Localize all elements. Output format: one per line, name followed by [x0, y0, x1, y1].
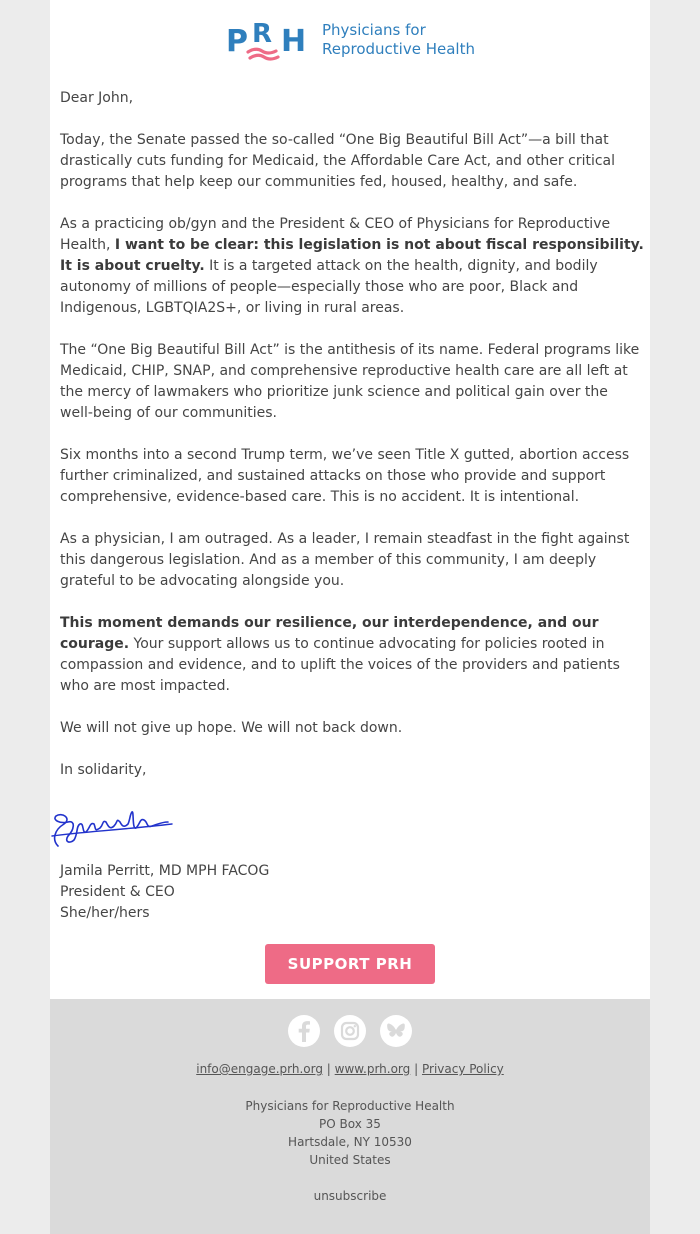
paragraph-6-rest: Your support allows us to continue advocating for policies rooted in compassion and evidence, and to uplift the voices of the providers and patients who are most impacted. — [60, 636, 620, 694]
greeting: Dear John, — [60, 90, 134, 106]
email-footer — [50, 999, 650, 1234]
paragraph-3: The “One Big Beautiful Bill Act” is the antithesis of its name. Federal programs like Medicaid, CHIP, SNAP, and comprehensive reproductive health care are all left at the mercy of lawmakers who prioritize junk science and political gain over the well-being of our communities. — [60, 342, 640, 421]
paragraph-2-emphasis: I want to be clear: this legislation is not about fiscal responsibility. It is about cruelty. — [60, 237, 644, 274]
footer-links — [50, 1061, 650, 1077]
logo-letter-p: P — [226, 24, 248, 59]
email-body — [50, 0, 650, 1234]
paragraph-4: Six months into a second Trump term, we’ve seen Title X gutted, abortion access further criminalized, and sustained attacks on those who provide and support comprehensive, evidence-based care. This is no accident. It is intentional. — [60, 447, 630, 505]
social-links — [50, 1015, 650, 1047]
paragraph-6 — [60, 613, 644, 697]
address-city: Hartsdale, NY 10530 — [288, 1135, 412, 1149]
logo-wave-bottom — [250, 55, 278, 59]
website-link[interactable]: www.prh.org — [334, 1062, 411, 1076]
privacy-policy-link[interactable]: Privacy Policy — [421, 1062, 504, 1076]
facebook-icon[interactable] — [288, 1015, 320, 1047]
link-separator: | — [414, 1062, 419, 1076]
instagram-icon[interactable] — [334, 1015, 366, 1047]
logo-wave-top — [248, 49, 276, 53]
signer-pronouns: She/her/hers — [60, 905, 150, 921]
closing: In solidarity, — [60, 762, 147, 778]
unsubscribe-link[interactable]: unsubscribe — [313, 1189, 387, 1203]
support-prh-button[interactable]: SUPPORT PRH — [265, 944, 435, 984]
logo-letter-r: R — [252, 20, 273, 49]
handwritten-signature — [50, 800, 174, 854]
paragraph-1: Today, the Senate passed the so-called “One Big Beautiful Bill Act”—a bill that drastically cuts funding for Medicaid, the Affordable Care Act, and other critical programs that help keep our communities fed, housed, healthy, and safe. — [60, 132, 616, 190]
logo-letter-h: H — [281, 24, 307, 59]
logo-name-line1: Physicians for — [322, 21, 426, 39]
link-separator: | — [326, 1062, 331, 1076]
address-country: United States — [309, 1153, 391, 1167]
paragraph-2 — [60, 214, 644, 319]
address-org: Physicians for Reproductive Health — [245, 1099, 455, 1113]
prh-logo-mark — [226, 20, 316, 64]
address-box: PO Box 35 — [319, 1117, 381, 1131]
paragraph-2-intro: As a practicing ob/gyn and the President & CEO of Physicians for Reproductive Health, — [60, 216, 611, 253]
email-link[interactable]: info@engage.prh.org — [196, 1062, 323, 1076]
signer-title: President & CEO — [60, 884, 175, 900]
prh-logo[interactable] — [226, 20, 486, 64]
paragraph-6-emphasis: This moment demands our resilience, our interdependence, and our courage. — [60, 615, 599, 652]
letter-body — [60, 88, 644, 802]
signature-block — [60, 861, 460, 924]
paragraph-7: We will not give up hope. We will not back down. — [60, 720, 403, 736]
logo-wordmark — [322, 21, 475, 59]
mailing-address — [50, 1097, 650, 1169]
signer-name: Jamila Perritt, MD MPH FACOG — [60, 863, 270, 879]
paragraph-2-rest: It is a targeted attack on the health, dignity, and bodily autonomy of millions of people—especially those who are poor, Black and Indigenous, LGBTQIA2S+, or living in rural areas. — [60, 258, 598, 316]
logo-name-line2: Reproductive Health — [322, 40, 475, 58]
bluesky-icon[interactable] — [380, 1015, 412, 1047]
paragraph-5: As a physician, I am outraged. As a leader, I remain steadfast in the fight against this dangerous legislation. And as a member of this community, I am deeply grateful to be advocating alongside you. — [60, 531, 630, 589]
